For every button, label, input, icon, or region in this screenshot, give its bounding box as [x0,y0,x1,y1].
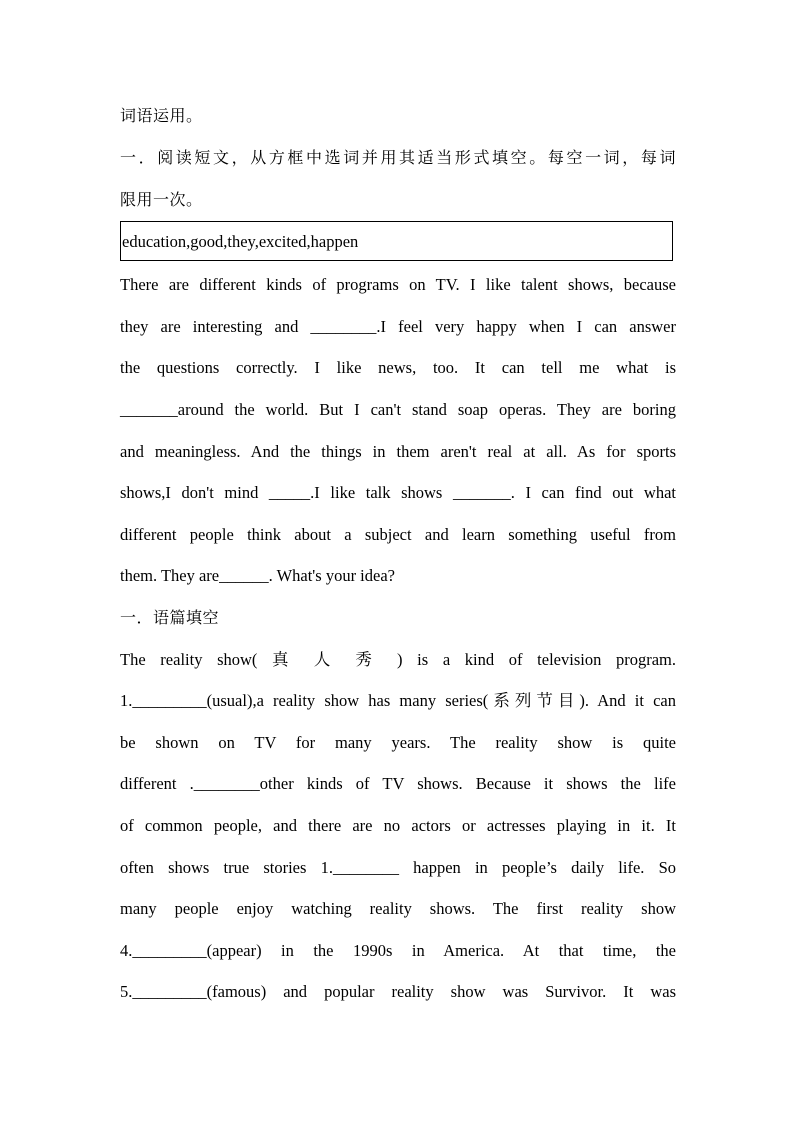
passage2-line: many people enjoy watching reality shows. The first reality show [120,899,676,918]
passage1-line: There are different kinds of programs on TV. I like talent shows, because [120,275,676,294]
passage2-line: The reality show( 真 人 秀 ) is a kind of television program. [120,650,676,669]
passage2-line: be shown on TV for many years. The reality show is quite [120,733,676,752]
passage1-line: shows,I don't mind _____.I like talk shows _______. I can find out what [120,483,676,502]
passage1-line: different people think about a subject and learn something useful from [120,525,676,544]
exercise-heading: 词语运用。 [120,106,203,125]
passage2-line: different .________other kinds of TV shows. Because it shows the life [120,774,676,793]
instruction-line-1: 一．阅读短文，从方框中选词并用其适当形式填空。每空一词，每词 [120,148,676,167]
passage2-line: often shows true stories 1.________ happen in people’s daily life. So [120,858,676,877]
passage2-line: of common people, and there are no actors or actresses playing in it. It [120,816,676,835]
passage2-line: 5._________(famous) and popular reality show was Survivor. It was [120,982,676,1001]
passage2-line: 1._________(usual),a reality show has many series(系列节目). And it can [120,691,676,710]
instruction-line-2: 限用一次。 [120,190,203,209]
passage1-line: them. They are______. What's your idea? [120,566,395,585]
section-2-heading: 一．语篇填空 [120,608,220,627]
passage1-line: they are interesting and ________.I feel very happy when I can answer [120,317,676,336]
word-box-text: education,good,they,excited,happen [122,232,359,251]
passage1-line: _______around the world. But I can't stand soap operas. They are boring [120,400,676,419]
passage1-line: and meaningless. And the things in them aren't real at all. As for sports [120,442,676,461]
passage2-line: 4._________(appear) in the 1990s in America. At that time, the [120,941,676,960]
passage1-line: the questions correctly. I like news, too. It can tell me what is [120,358,676,377]
word-box [120,221,673,261]
